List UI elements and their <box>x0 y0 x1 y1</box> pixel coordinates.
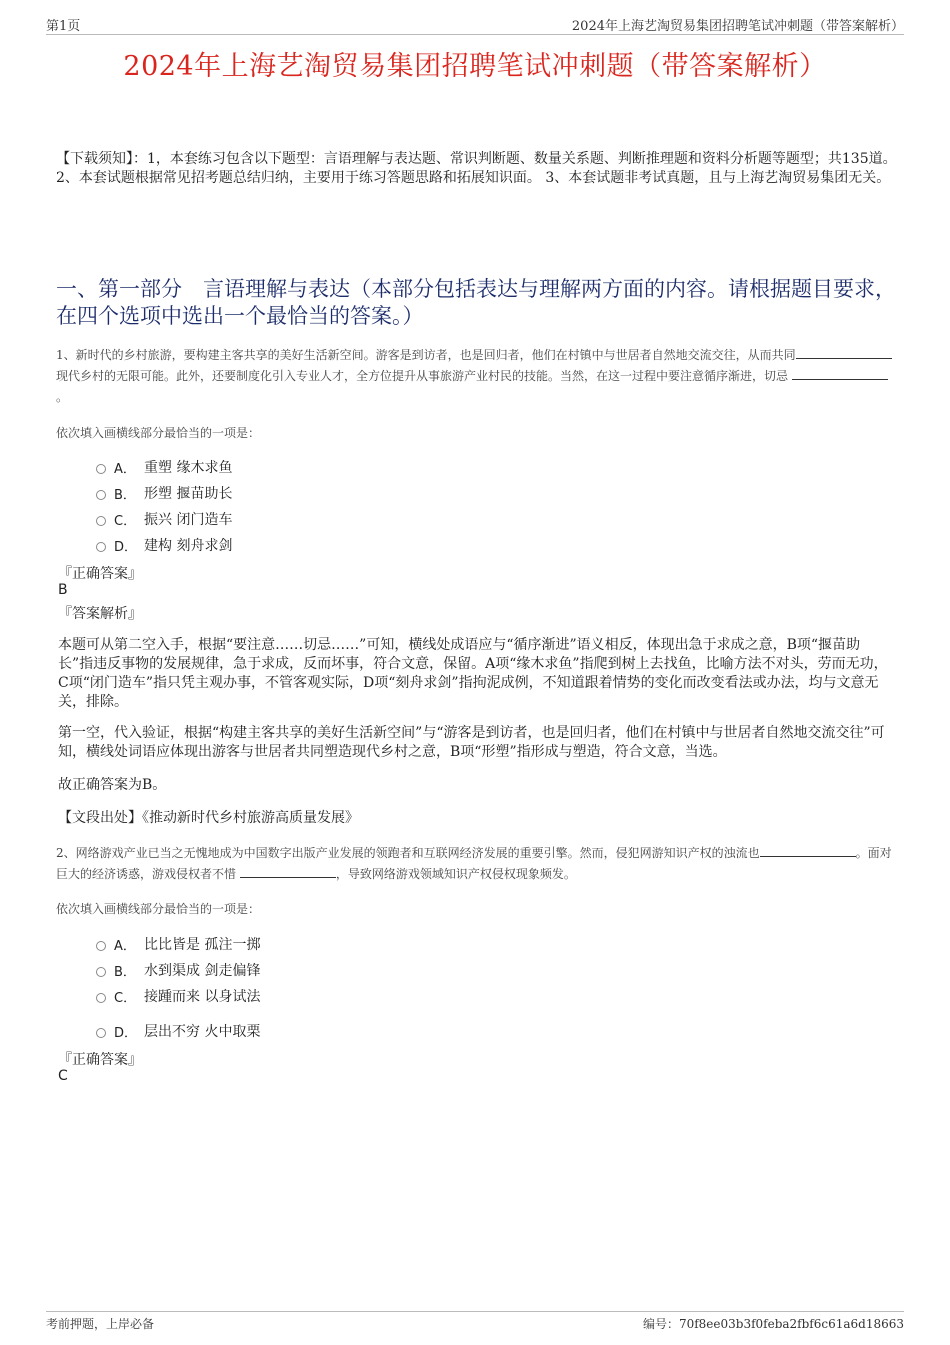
q1-analysis-paragraph-1: 本题可从第二空入手，根据“要注意……切忌……”可知，横线处成语应与“循序渐进”语义相反，体现出急于求成之意，B项“揠苗助长”指违反事物的发展规律，急于求成，反而坏事，符合文意，保留。A项“缘木求鱼”指爬到树上去找鱼，比喻方法不对头，劳而无功，C项“闭门造车”指只凭主观办事，不管客观实际，D项“刻舟求剑”指拘泥成例，不知道跟着情势的变化而改变看法或办法，均与文意无关，排除。 <box>58 637 888 710</box>
q1-option-b[interactable]: B． 形塑 揠苗助长 <box>96 483 232 503</box>
q1-option-a[interactable]: A． 重塑 缘木求鱼 <box>96 457 232 477</box>
q1-analysis-paragraph-2: 第一空，代入验证，根据“构建主客共享的美好生活新空间”与“游客是到访者，也是回归者，他们在村镇中与世居者自然地交流交往”可知，横线处词语应体现出游客与世居者共同塑造现代乡村之意，B项“形塑”指形成与塑造，符合文意，当选。 <box>58 725 885 760</box>
q1-option-c[interactable]: C． 振兴 闭门造车 <box>96 509 232 529</box>
question-2-prompt: 依次填入画横线部分最恰当的一项是： <box>56 902 261 916</box>
q2-option-a[interactable]: A． 比比皆是 孤注一掷 <box>96 934 260 954</box>
question-2-text-c: ，导致网络游戏领域知识产权侵权现象频发。 <box>335 867 576 881</box>
question-2-text-b: 。面对巨大的经济诱惑，游戏侵权者不惜 <box>56 846 892 881</box>
section-title: 一、第一部分 言语理解与表达（本部分包括表达与理解两方面的内容。请根据题目要求，在四个选项中选出一个最恰当的答案。） <box>56 277 896 328</box>
option-text: 建构 刻舟求剑 <box>144 538 233 554</box>
document-title: 2024年上海艺淘贸易集团招聘笔试冲刺题（带答案解析） <box>123 51 827 82</box>
question-1-text-a: 1、新时代的乡村旅游，要构建主客共享的美好生活新空间。游客是到访者，也是回归者，他们在村镇中与世居者自然地交流交往，从而共同 <box>56 348 796 362</box>
page-footer <box>46 1311 904 1332</box>
option-text: 层出不穷 火中取栗 <box>144 1024 261 1040</box>
option-text: 振兴 闭门造车 <box>144 512 233 528</box>
radio-button[interactable] <box>96 941 106 951</box>
option-text: 重塑 缘木求鱼 <box>144 460 233 476</box>
question-2-text <box>56 843 896 885</box>
radio-button[interactable] <box>96 542 106 552</box>
radio-button[interactable] <box>96 1028 106 1038</box>
q2-option-c[interactable]: C． 接踵而来 以身试法 <box>96 986 260 1006</box>
footer-slogan: 考前押题，上岸必备 <box>46 1317 155 1331</box>
q1-answer: B <box>58 582 68 598</box>
question-1-text <box>56 345 896 408</box>
q1-source: 【文段出处】《推动新时代乡村旅游高质量发展》 <box>58 810 359 826</box>
fill-blank <box>240 865 336 878</box>
question-2-text-a: 2、网络游戏产业已当之无愧地成为中国数字出版产业发展的领跑者和互联网经济发展的重要引擎。然而，侵犯网游知识产权的浊流也 <box>56 846 760 860</box>
question-1-prompt: 依次填入画横线部分最恰当的一项是： <box>56 426 261 440</box>
page-number: 第1页 <box>46 19 81 34</box>
q2-option-b[interactable]: B． 水到渠成 剑走偏锋 <box>96 960 260 980</box>
radio-button[interactable] <box>96 516 106 526</box>
question-1-text-c: 。 <box>56 390 69 404</box>
q2-option-d[interactable]: D． 层出不穷 火中取栗 <box>96 1021 260 1041</box>
option-text: 比比皆是 孤注一掷 <box>144 937 261 953</box>
fill-blank <box>796 346 892 359</box>
q2-answer-label: 『正确答案』 <box>58 1052 142 1068</box>
download-notice: 【下载须知】：1，本套练习包含以下题型：言语理解与表达题、常识判断题、数量关系题、判断推理题和资料分析题等题型；共135道。 2、本套试题根据常见招考题总结归纳，主要用于练习答题思路和拓展知识面。 3、本套试题非考试真题，且与上海艺淘贸易集团无关。 <box>56 151 897 186</box>
radio-button[interactable] <box>96 993 106 1003</box>
radio-button[interactable] <box>96 464 106 474</box>
option-text: 接踵而来 以身试法 <box>144 989 261 1005</box>
header-doc-title: 2024年上海艺淘贸易集团招聘笔试冲刺题（带答案解析） <box>571 19 904 34</box>
radio-button[interactable] <box>96 490 106 500</box>
fill-blank <box>760 844 856 857</box>
page-header <box>46 14 904 35</box>
q2-answer: C <box>58 1068 68 1084</box>
option-text: 水到渠成 剑走偏锋 <box>144 963 261 979</box>
question-1-text-b: 现代乡村的无限可能。此外，还要制度化引入专业人才，全方位提升从事旅游产业村民的技能。当然，在这一过程中要注意循序渐进，切忌 <box>56 369 789 383</box>
option-text: 形塑 揠苗助长 <box>144 486 233 502</box>
q1-answer-label: 『正确答案』 <box>58 566 142 582</box>
q1-analysis-paragraph-3: 故正确答案为B。 <box>58 777 167 793</box>
radio-button[interactable] <box>96 967 106 977</box>
q1-analysis-label: 『答案解析』 <box>58 606 142 622</box>
fill-blank <box>792 367 888 380</box>
q1-option-d[interactable]: D． 建构 刻舟求剑 <box>96 535 232 555</box>
footer-document-id: 编号：70f8ee03b3f0feba2fbf6c61a6d18663 <box>642 1317 904 1331</box>
